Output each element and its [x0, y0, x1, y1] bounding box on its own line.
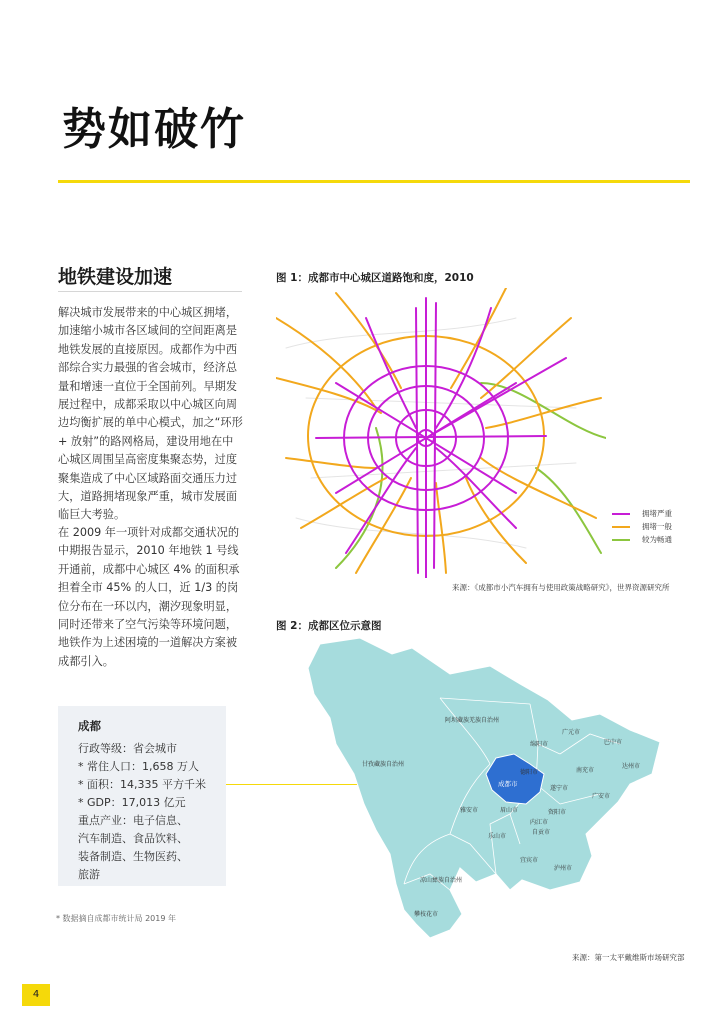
map-label-bazhong: 巴中市 [604, 739, 623, 746]
page-title: 势如破竹 [62, 104, 246, 155]
info-line-industry-2: 汽车制造、食品饮料、 [78, 832, 188, 845]
map-label-deyang: 德阳市 [520, 769, 539, 776]
legend-swatch-severe [612, 513, 630, 515]
map-label-dazhou: 达州市 [622, 763, 641, 770]
sichuan-location-map [300, 634, 670, 946]
map-label-ziyang: 资阳市 [548, 809, 567, 816]
data-footnote: * 数据摘自成都市统计局 2019 年 [56, 914, 176, 923]
map-label-meishan: 眉山市 [500, 807, 519, 814]
page-number: 4 [22, 984, 50, 1006]
heading-divider [58, 291, 242, 292]
figure-2-caption: 图 2：成都区位示意图 [276, 620, 382, 632]
map-label-zigong: 自贡市 [532, 829, 551, 836]
figure-1-caption: 图 1：成都市中心城区道路饱和度，2010 [276, 272, 474, 284]
map-label-guangyuan: 广元市 [562, 729, 581, 736]
info-line-industry-1: 重点产业：电子信息、 [78, 814, 188, 827]
map-label-yibin: 宜宾市 [520, 857, 539, 864]
info-line-gdp: * GDP：17,013 亿元 [78, 796, 186, 809]
legend-label-moderate: 拥堵一般 [642, 522, 672, 531]
info-line-level: 行政等级：省会城市 [78, 742, 177, 755]
map-label-panzhihua: 攀枝花市 [414, 911, 439, 918]
sichuan-province [308, 638, 660, 938]
map-label-ganzi: 甘孜藏族自治州 [362, 761, 405, 768]
map-label-suining: 遂宁市 [550, 785, 569, 792]
green-road-3 [536, 468, 601, 553]
info-line-industry-4: 旅游 [78, 868, 100, 881]
map-label-guangan: 广安市 [592, 793, 611, 800]
map-label-mianyang: 绵阳市 [530, 741, 549, 748]
map-label-yaan: 雅安市 [460, 807, 479, 814]
map-label-liangshan: 凉山彝族自治州 [420, 877, 463, 884]
map-label-chengdu: 成都市 [498, 780, 518, 788]
info-line-industry-3: 装备制造、生物医药、 [78, 850, 188, 863]
green-road-1 [336, 428, 382, 568]
info-line-population: * 常住人口：1,658 万人 [78, 760, 199, 773]
body-paragraph-1: 解决城市发展带来的中心城区拥堵，加速缩小城市各区域间的空间距离是地铁发展的直接原因。成都作为中西部综合实力最强的省会城市，经济总量和增速一直位于全国前列。早期发展过程中，成都采取以中心城区向周边均衡扩展的单中心模式，加之“环形 + 放射”的路网格局，建设用地在中心城区周围呈高密度集聚态势，过度聚集造成了中心区域路面交通压力过大，道路拥堵现象严重，城市发展面临巨大考验。 [58, 306, 243, 522]
info-box-title: 成都 [78, 719, 101, 733]
legend-label-smooth: 较为畅通 [642, 535, 672, 544]
map-label-nanchong: 南充市 [576, 767, 595, 774]
map-label-aba: 阿坝藏族羌族自治州 [445, 717, 500, 724]
map-label-leshan: 乐山市 [488, 833, 507, 840]
legend-swatch-smooth [612, 539, 630, 541]
map-label-neijiang: 内江市 [530, 819, 549, 826]
legend-label-severe: 拥堵严重 [642, 509, 672, 518]
figure-1-source: 来源：《成都市小汽车拥有与使用政策战略研究》，世界资源研究所 [452, 583, 670, 592]
figure-2-source: 来源：第一太平戴维斯市场研究部 [572, 953, 685, 962]
info-line-area: * 面积：14,335 平方千米 [78, 778, 206, 791]
map-label-luzhou: 泸州市 [554, 865, 573, 872]
legend-swatch-moderate [612, 526, 630, 528]
body-paragraph-2: 在 2009 年一项针对成都交通状况的中期报告显示，2010 年地铁 1 号线开通前，成都中心城区 4% 的面积承担着全市 45% 的人口，近 1/3 的岗位分布在一环以内，潮汐现象明显，同时还带来了空气污染等环境问题，地铁作为上述困境的一道解决方案被成都引入。 [58, 526, 240, 668]
section-heading: 地铁建设加速 [58, 266, 173, 288]
road-saturation-map [276, 288, 606, 578]
title-divider [58, 180, 690, 183]
